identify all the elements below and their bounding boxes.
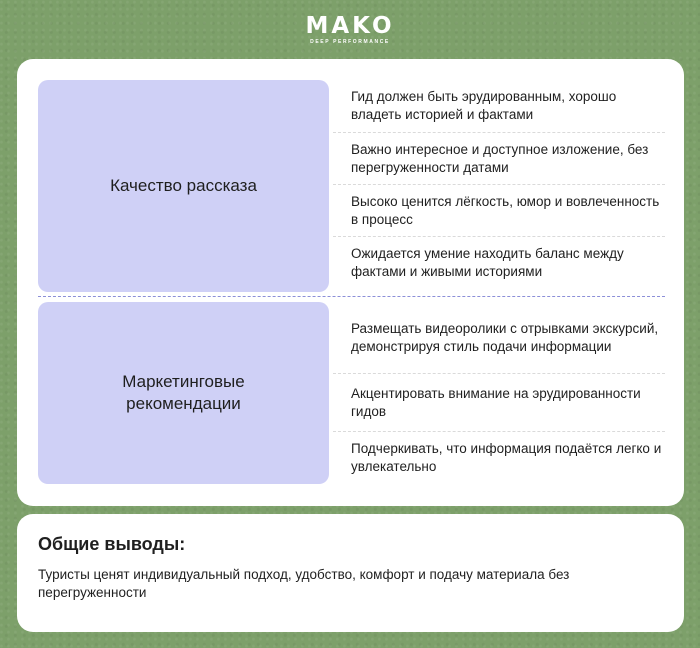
list-item: Высоко ценится лёгкость, юмор и вовлеченность в процесс	[333, 185, 665, 237]
section-title-marketing	[38, 302, 329, 484]
list-item: Подчеркивать, что информация подаётся легко и увлекательно	[351, 441, 662, 474]
summary-card	[17, 514, 684, 632]
section-title-quality	[38, 80, 329, 292]
section-title-quality-text: Качество рассказа	[110, 176, 257, 195]
list-item: Гид должен быть эрудированным, хорошо владеть историей и фактами	[333, 80, 665, 133]
list-item: Ожидается умение находить баланс между фактами и живыми историями	[351, 246, 624, 279]
summary-title: Общие выводы:	[38, 534, 186, 554]
list-item: Важно интересное и доступное изложение, без перегруженности датами	[333, 133, 665, 185]
list-item: Акцентировать внимание на эрудированности гидов	[333, 374, 665, 432]
summary-text: Туристы ценят индивидуальный подход, удобство, комфорт и подачу материала без перегруженности	[38, 567, 570, 600]
list-item: Размещать видеоролики с отрывками экскурсий, демонстрируя стиль подачи информации	[333, 302, 665, 374]
section-divider	[38, 296, 665, 297]
brand-tagline: DEEP PERFORMANCE	[310, 39, 390, 45]
insights-card	[17, 59, 684, 506]
section-items-quality	[333, 80, 665, 289]
section-items-marketing	[333, 302, 665, 484]
section-title-marketing-text: Маркетинговые рекомендации	[122, 372, 245, 413]
brand-name: MAKO	[305, 13, 395, 39]
brand-logo	[0, 14, 700, 45]
